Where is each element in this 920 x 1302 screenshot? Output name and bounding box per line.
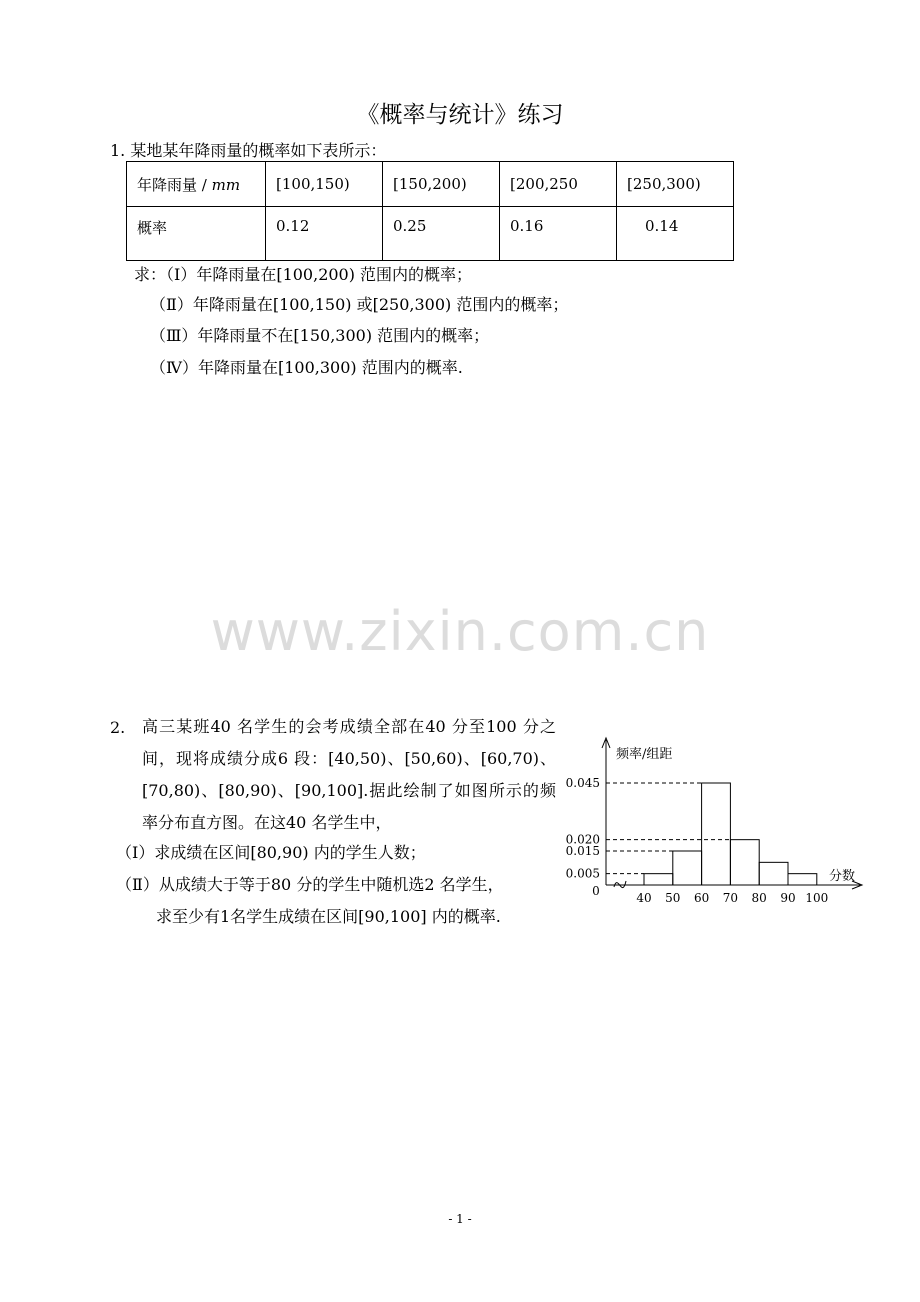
table-cell: 0.16: [500, 207, 617, 261]
question-1-part-4: （Ⅳ）年降雨量在[100,300) 范围内的概率.: [150, 358, 463, 377]
histogram-bar: [644, 874, 673, 885]
y-tick-label: 0.015: [565, 844, 600, 858]
histogram-bar: [788, 874, 817, 885]
x-tick-label: 40: [636, 891, 652, 905]
table-header-cell: [250,300): [617, 162, 734, 207]
question-2-number: 2.: [110, 718, 126, 737]
histogram-bar: [702, 783, 731, 885]
y-tick-label: 0.005: [565, 866, 600, 881]
y-tick-label: 0.045: [565, 776, 600, 790]
y-tick-label: 0.020: [565, 832, 600, 847]
table-header-cell: [100,150): [266, 162, 383, 207]
question-1-part-2: （Ⅱ）年降雨量在[100,150) 或[250,300) 范围内的概率；: [150, 295, 569, 314]
table-row: [127, 207, 734, 261]
x-tick-label: 90: [780, 891, 796, 905]
table-header-cell: [200,250: [500, 162, 617, 207]
histogram-bar: [673, 851, 702, 885]
rainfall-table: [126, 161, 734, 261]
row-label-cell: 概率: [127, 207, 266, 261]
table-cell: 0.25: [383, 207, 500, 261]
axis-break-mark: [614, 881, 626, 888]
histogram-bar: [759, 862, 788, 885]
question-1-ask: 求：（Ⅰ）年降雨量在[100,200) 范围内的概率；: [134, 265, 473, 284]
header-label-cell: [127, 162, 266, 207]
y-axis-title: 频率/组距: [616, 747, 673, 762]
question-2-part-2-continued: 求至少有1名学生成绩在区间[90,100] 内的概率.: [156, 907, 501, 926]
table-cell: 0.12: [266, 207, 383, 261]
x-tick-label: 100: [805, 891, 829, 905]
histogram-bar: [730, 840, 759, 885]
table-header-cell: [150,200): [383, 162, 500, 207]
x-tick-label: 70: [722, 891, 739, 905]
table-cell: 0.14: [617, 207, 734, 261]
question-1-prompt: 1. 某地某年降雨量的概率如下表所示：: [110, 141, 387, 160]
x-tick-label: 80: [751, 891, 767, 905]
histogram-chart: [560, 730, 880, 920]
table-header-row: [127, 162, 734, 207]
header-label: 年降雨量 /: [137, 175, 212, 194]
origin-label: 0: [592, 884, 600, 898]
page-title: 《概率与统计》练习: [356, 102, 564, 128]
question-1-part-3: （Ⅲ）年降雨量不在[150,300) 范围内的概率；: [150, 326, 490, 345]
header-unit: mm: [211, 175, 241, 194]
question-2-part-2: （Ⅱ）从成绩大于等于80 分的学生中随机选2 名学生，: [116, 875, 504, 894]
x-tick-label: 60: [693, 891, 710, 905]
question-2-part-1: （Ⅰ）求成绩在区间[80,90) 内的学生人数；: [116, 843, 426, 862]
page-number: - 1 -: [448, 1212, 472, 1226]
x-axis-title: 分数: [828, 869, 856, 884]
watermark: www.zixin.com.cn: [210, 600, 710, 663]
question-2-body: 高三某班40 名学生的会考成绩全部在40 分至100 分之间，现将成绩分成6 段：[40,50)、[50,60)、[60,70)、[70,80)、[80,90)、[90,100].据此绘制了如图所示的频率分布直方图。在这40 名学生中，: [142, 717, 556, 832]
x-tick-label: 50: [665, 891, 681, 905]
